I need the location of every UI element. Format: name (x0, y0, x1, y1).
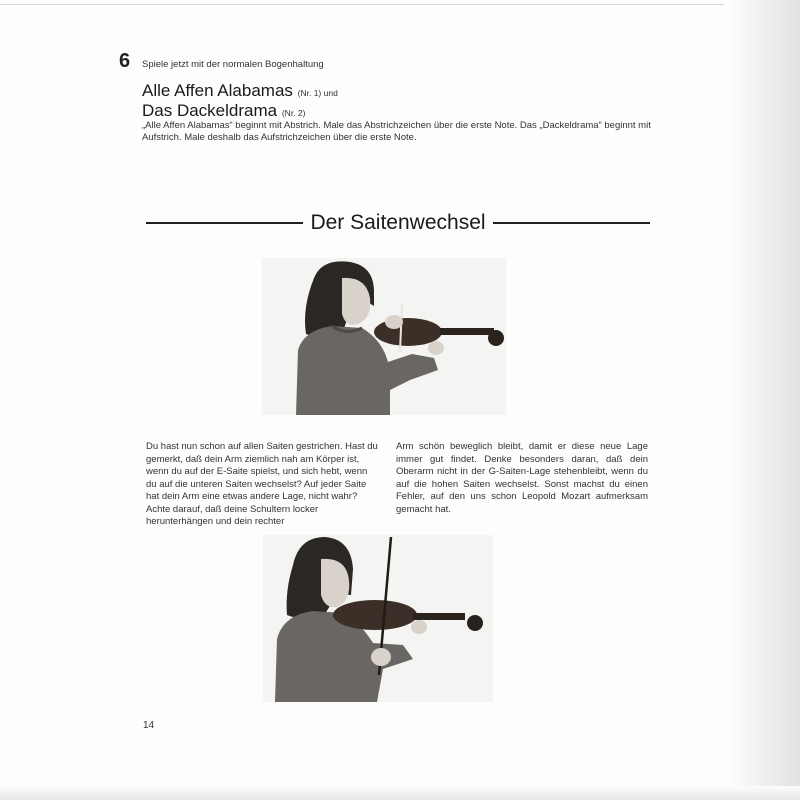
page-bottom-edge-shadow (0, 786, 800, 800)
exercise-number: 6 (119, 50, 131, 72)
page-right-edge-shadow (724, 0, 800, 800)
violinist-photo-1 (262, 258, 506, 415)
violinist-photo-2 (263, 535, 493, 702)
page-number: 14 (143, 720, 155, 731)
violinist-illustration-2 (263, 535, 493, 702)
song-title-2 (142, 101, 305, 121)
heading-rule-left (146, 222, 303, 224)
exercise-instruction: Spiele jetzt mit der normalen Bogenhaltung (142, 59, 324, 70)
section-heading-text: Der Saitenwechsel (310, 211, 486, 234)
heading-rule-right (493, 222, 650, 224)
song-title-1-text: Alle Affen Alabamas (142, 81, 293, 100)
top-edge-rule (0, 4, 800, 5)
song-title-1 (142, 81, 338, 101)
song-title-2-note: (Nr. 2) (281, 108, 306, 118)
body-text-column-2: Arm schön beweglich bleibt, damit er diese neue Lage immer gut findet. Denke besonders daran, daß dein Oberarm nicht in der G-Saiten-Lage stehenbleibt, wenn du auf die hohen Saiten wechselst. Sonst machst du einen Fehler, auf den uns schon Leopold Mozart aufmerksam gemacht hat. (396, 441, 648, 515)
song-title-2-text: Das Dackeldrama (142, 101, 278, 120)
body-text-column-1: Du hast nun schon auf allen Saiten gestrichen. Hast du gemerkt, daß dein Arm ziemlich nah am Körper ist, wenn du auf der E-Saite spielst, und sich hebt, wenn du auf die unteren Saiten wechselst? Auf jeder Saite hat dein Arm eine etwas andere Lage, nicht wahr? Achte darauf, daß deine Schultern locker herunterhängen und dein rechter (146, 441, 378, 527)
section-heading (146, 208, 650, 238)
violinist-illustration-1 (262, 258, 506, 415)
song-title-1-note: (Nr. 1) und (297, 88, 338, 98)
exercise-description: „Alle Affen Alabamas“ beginnt mit Abstrich. Male das Abstrichzeichen über die erste Note. Das „Dackeldrama“ beginnt mit Aufstrich. Male deshalb das Aufstrichzeichen über die erste Note. (142, 120, 651, 143)
